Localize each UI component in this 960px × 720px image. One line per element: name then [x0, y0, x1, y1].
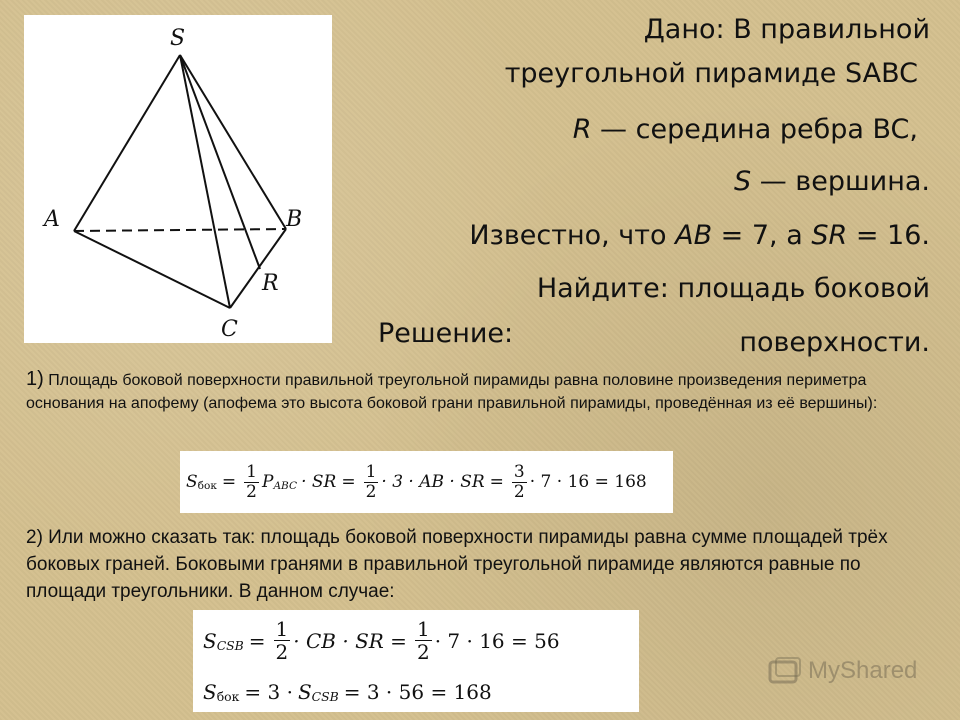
formula-row-csb: S CSB = $\frac{1}{2}$ · CB · SR = $\frac{1}{2}$ · 7 · 16 = 56: [203, 617, 560, 665]
formula-face-area: [193, 610, 639, 712]
given-line-7: поверхности.: [739, 327, 930, 358]
given-line-3: R — середина ребра BC,: [572, 114, 918, 145]
given-line-2: треугольной пирамиде SABC: [504, 58, 918, 89]
pyramid-figure: [24, 15, 332, 343]
edge-ab-hidden: [74, 229, 286, 231]
pyramid-drawing: [24, 15, 332, 343]
label-c: C: [221, 317, 238, 342]
given-line-1: Дано: В правильной: [643, 14, 930, 45]
watermark-logo-icon: [768, 656, 802, 686]
solution-paragraph-1: 1) Площадь боковой поверхности правильной треугольной пирамиды равна половине произведения периметра основания на апофему (апофема это высота боковой грани правильной пирамиды, проведённая из её вершины):: [26, 368, 878, 412]
edge-ac: [74, 231, 230, 308]
solution-paragraph-2: 2) Или можно сказать так: площадь боковой поверхности пирамиды равна сумме площадей трёх боковых граней. Боковыми гранями в правильной треугольной пирамиде являются равные по площади треугольники. В данном случае:: [26, 527, 888, 602]
edge-sa: [74, 55, 180, 231]
edge-sc: [180, 55, 230, 308]
given-line-6: Найдите: площадь боковой: [536, 273, 930, 304]
given-line-4: S — вершина.: [733, 166, 930, 197]
formula-row-total: S бок = 3 · S CSB = 3 · 56 = 168: [203, 679, 492, 704]
label-r: R: [262, 271, 279, 296]
label-b: B: [286, 207, 303, 232]
apothem-sr: [180, 55, 260, 269]
label-s: S: [170, 26, 186, 51]
edge-cb: [230, 229, 286, 308]
edge-sb: [180, 55, 286, 229]
label-a: A: [44, 207, 60, 232]
watermark: MyShared: [768, 656, 917, 686]
given-line-5: Известно, что AB = 7, а SR = 16.: [469, 220, 930, 251]
solution-heading: Решение:: [378, 318, 514, 349]
formula-lateral-area: S бок = $\frac{1}{2}$ P ABC · SR = $\frac{1}{2}$ · 3 · AB · SR = $\frac{3}{2}$ · 7 · 16 = 168: [180, 451, 673, 513]
